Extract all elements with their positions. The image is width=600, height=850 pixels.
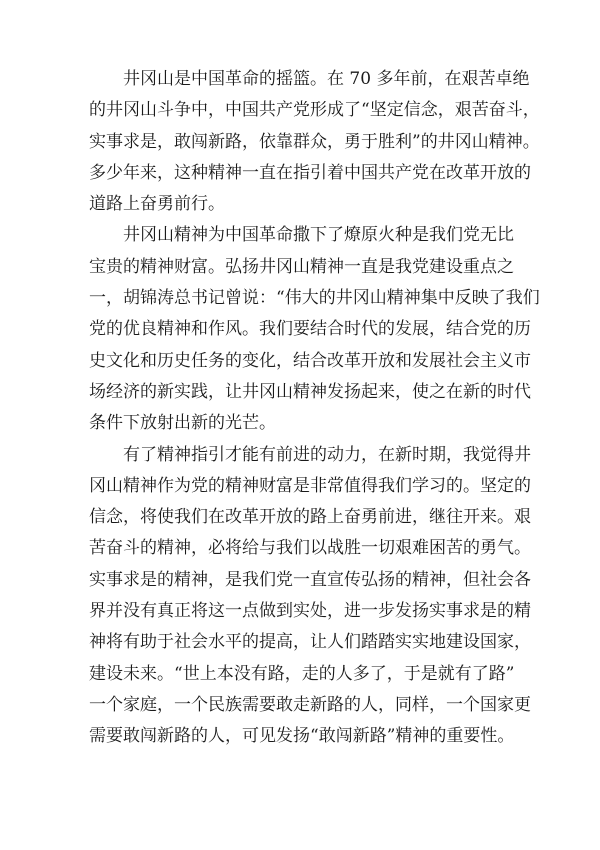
paragraph-2 — [89, 220, 540, 439]
paragraph-3 — [89, 440, 531, 753]
paragraph-line: 苦奋斗的精神，必将给与我们以战胜一切艰难困苦的勇气。 — [89, 538, 531, 559]
paragraph-line: 场经济的新实践，让井冈山精神发扬起来，使之在新的时代 — [89, 381, 531, 402]
paragraph-line: 一，胡锦涛总书记曾说：“伟大的井冈山精神集中反映了我们 — [89, 288, 540, 309]
paragraph-line: 条件下放射出新的光芒。 — [89, 413, 276, 434]
paragraph-line: 井冈山是中国革命的摇篮。在 70 多年前，在艰苦卓绝 — [123, 69, 530, 89]
paragraph-line: 多少年来，这种精神一直在指引着中国共产党在改革开放的 — [89, 162, 531, 183]
paragraph-line: 的井冈山斗争中，中国共产党形成了“坚定信念，艰苦奋斗， — [89, 100, 540, 121]
paragraph-1 — [89, 64, 540, 220]
paragraph-line: 建设未来。“世上本没有路，走的人多了，于是就有了路” — [89, 663, 515, 684]
paragraph-line: 一个家庭，一个民族需要敢走新路的人，同样，一个国家更 — [89, 694, 531, 715]
paragraph-line: 信念，将使我们在改革开放的路上奋勇前进，继往开来。艰 — [89, 507, 531, 528]
paragraph-line: 党的优良精神和作风。我们要结合时代的发展，结合党的历 — [89, 319, 531, 340]
paragraph-line: 界并没有真正将这一点做到实处，进一步发扬实事求是的精 — [89, 601, 531, 622]
paragraph-line: 神将有助于社会水平的提高，让人们踏踏实实地建设国家， — [89, 632, 531, 653]
paragraph-line: 需要敢闯新路的人，可见发扬“敢闯新路”精神的重要性。 — [89, 726, 515, 747]
paragraph-line: 冈山精神作为党的精神财富是非常值得我们学习的。坚定的 — [89, 475, 531, 496]
paragraph-line: 实事求是的精神，是我们党一直宣传弘扬的精神，但社会各 — [89, 569, 531, 590]
document-body — [89, 64, 540, 753]
paragraph-line: 宝贵的精神财富。弘扬井冈山精神一直是我党建设重点之 — [89, 256, 514, 277]
paragraph-line: 史文化和历史任务的变化，结合改革开放和发展社会主义市 — [89, 350, 531, 371]
paragraph-line: 实事求是，敢闯新路，依靠群众，勇于胜利”的井冈山精神。 — [89, 131, 540, 152]
paragraph-line: 井冈山精神为中国革命撒下了燎原火种是我们党无比 — [123, 225, 514, 246]
paragraph-line: 道路上奋勇前行。 — [89, 194, 225, 215]
paragraph-line: 有了精神指引才能有前进的动力，在新时期，我觉得井 — [123, 444, 531, 465]
